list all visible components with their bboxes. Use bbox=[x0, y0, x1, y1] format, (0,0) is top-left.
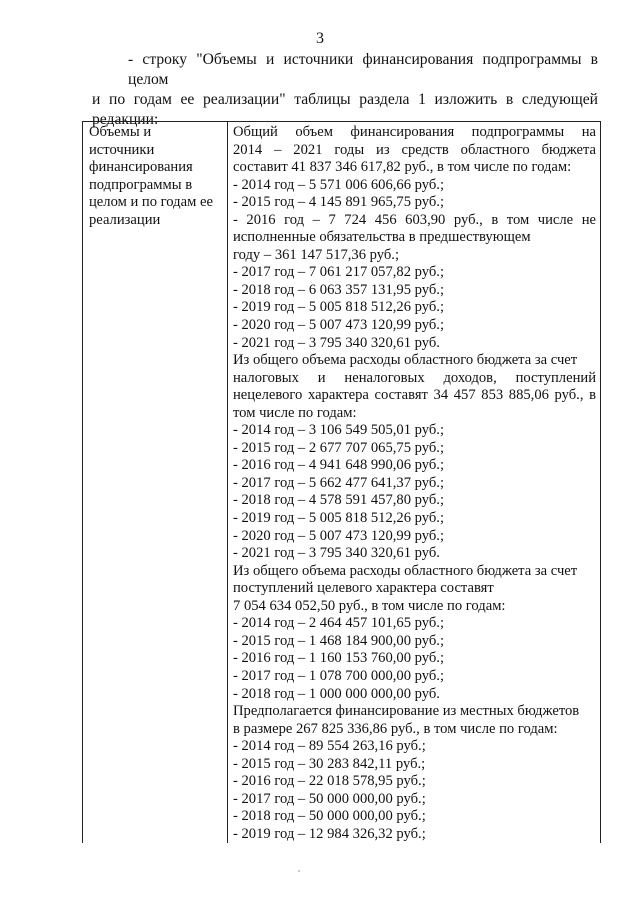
local-budget-block bbox=[233, 703, 596, 843]
row-label-line: Объемы и bbox=[89, 124, 152, 140]
total-year-item: - 2016 год – 7 724 456 603,90 руб., в том числе не bbox=[233, 211, 596, 228]
total-year-continuation: исполненные обязательства в предшествующем bbox=[233, 229, 531, 246]
tax-year-item: - 2019 год – 5 005 818 512,26 руб.; bbox=[233, 510, 445, 527]
tax-line: Из общего объема расходы областного бюджета за счет bbox=[233, 352, 578, 369]
tax-year-item: - 2020 год – 5 007 473 120,99 руб.; bbox=[233, 527, 445, 544]
intro-paragraph bbox=[92, 50, 598, 130]
targeted-line: поступлений целевого характера составят bbox=[233, 580, 494, 597]
total-year-item: - 2018 год – 6 063 357 131,95 руб.; bbox=[233, 281, 445, 298]
intro-line-2: и по годам ее реализации" таблицы раздела 1 изложить в следующей bbox=[92, 91, 598, 108]
tax-year-item: - 2021 год – 3 795 340 320,61 руб. bbox=[233, 545, 440, 562]
targeted-year-item: - 2017 год – 1 078 700 000,00 руб.; bbox=[233, 667, 445, 684]
page-number: 3 bbox=[316, 30, 324, 47]
row-label-cell bbox=[83, 122, 228, 844]
tax-line: нецелевого характера составят 34 457 853 885,06 руб., в bbox=[233, 387, 596, 404]
total-year-item: - 2014 год – 5 571 006 606,66 руб.; bbox=[233, 176, 445, 193]
total-year-item: - 2019 год – 5 005 818 512,26 руб.; bbox=[233, 299, 445, 316]
targeted-year-item: - 2018 год – 1 000 000 000,00 руб. bbox=[233, 685, 440, 702]
targeted-line: 7 054 634 052,50 руб., в том числе по годам: bbox=[233, 597, 506, 614]
tax-year-item: - 2017 год – 5 662 477 641,37 руб.; bbox=[233, 474, 445, 491]
total-year-item: - 2020 год – 5 007 473 120,99 руб.; bbox=[233, 317, 445, 334]
tax-year-item: - 2015 год – 2 677 707 065,75 руб.; bbox=[233, 439, 445, 456]
tax-year-item: - 2014 год – 3 106 549 505,01 руб.; bbox=[233, 422, 445, 439]
row-content-cell bbox=[228, 122, 601, 844]
financing-table bbox=[82, 121, 601, 843]
total-year-item: - 2017 год – 7 061 217 057,82 руб.; bbox=[233, 264, 445, 281]
local-line: в размере 267 825 336,86 руб., в том числе по годам: bbox=[233, 720, 558, 737]
row-label-line: реализации bbox=[89, 211, 161, 228]
targeted-line: Из общего объема расходы областного бюджета за счет bbox=[233, 562, 578, 579]
tax-year-item: - 2016 год – 4 941 648 990,06 руб.; bbox=[233, 457, 445, 474]
row-label-line: финансирования bbox=[89, 159, 193, 176]
targeted-revenue-block bbox=[233, 563, 596, 703]
local-year-item: - 2017 год – 50 000 000,00 руб.; bbox=[233, 790, 426, 807]
total-line: Общий объем финансирования подпрограммы на bbox=[233, 124, 596, 140]
intro-line-3: редакции: bbox=[92, 111, 159, 128]
total-year-item: - 2021 год – 3 795 340 320,61 руб. bbox=[233, 334, 440, 351]
total-year-item: - 2015 год – 4 145 891 965,75 руб.; bbox=[233, 194, 445, 211]
total-summary: составит 41 837 346 617,82 руб., в том числе по годам: bbox=[233, 159, 572, 176]
targeted-year-item: - 2015 год – 1 468 184 900,00 руб.; bbox=[233, 632, 445, 649]
total-line: 2014 – 2021 годы из средств областного бюджета bbox=[233, 141, 596, 158]
local-year-item: - 2014 год – 89 554 263,16 руб.; bbox=[233, 738, 426, 755]
row-label-line: целом и по годам ее bbox=[89, 194, 213, 211]
intro-line-1: - строку "Объемы и источники финансирования подпрограммы в целом bbox=[128, 51, 598, 88]
tax-line: том числе по годам: bbox=[233, 404, 357, 421]
scan-dot bbox=[298, 870, 300, 872]
tax-line: налоговых и неналоговых доходов, поступлений bbox=[233, 369, 596, 386]
local-year-item: - 2015 год – 30 283 842,11 руб.; bbox=[233, 755, 426, 772]
local-year-item: - 2016 год – 22 018 578,95 руб.; bbox=[233, 773, 426, 790]
total-year-continuation: году – 361 147 517,36 руб.; bbox=[233, 246, 400, 263]
tax-year-item: - 2018 год – 4 578 591 457,80 руб.; bbox=[233, 492, 445, 509]
local-line: Предполагается финансирование из местных бюджетов bbox=[233, 703, 580, 720]
targeted-year-item: - 2016 год – 1 160 153 760,00 руб.; bbox=[233, 650, 445, 667]
targeted-year-item: - 2014 год – 2 464 457 101,65 руб.; bbox=[233, 615, 445, 632]
total-financing-block bbox=[233, 124, 596, 352]
local-year-item: - 2019 год – 12 984 326,32 руб.; bbox=[233, 825, 426, 842]
tax-revenue-block bbox=[233, 352, 596, 563]
row-label-line: источники bbox=[89, 141, 155, 158]
local-year-item: - 2018 год – 50 000 000,00 руб.; bbox=[233, 808, 426, 825]
table-row bbox=[83, 122, 601, 844]
row-label-line: подпрограммы в bbox=[89, 176, 193, 193]
